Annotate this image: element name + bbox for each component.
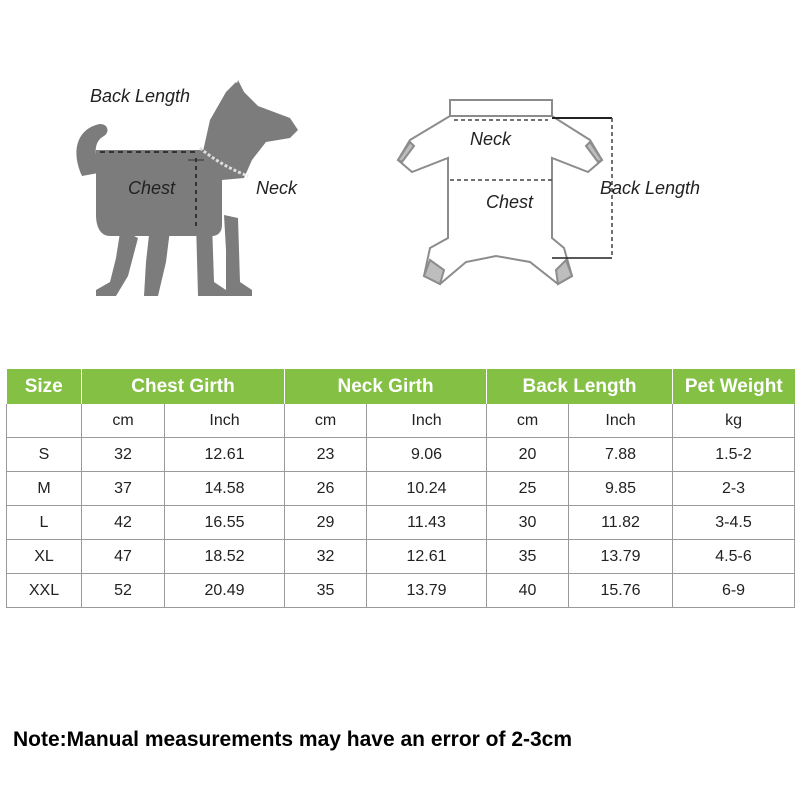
table-cell: 6-9 xyxy=(673,574,795,608)
table-row xyxy=(7,540,795,574)
table-cell: XXL xyxy=(7,574,82,608)
unit-cell: Inch xyxy=(367,404,487,438)
table-cell: 20 xyxy=(487,438,569,472)
table-cell: 37 xyxy=(82,472,165,506)
table-cell: 29 xyxy=(285,506,367,540)
table-cell: 18.52 xyxy=(165,540,285,574)
table-row xyxy=(7,574,795,608)
table-cell: 26 xyxy=(285,472,367,506)
table-cell: 13.79 xyxy=(367,574,487,608)
table-cell: M xyxy=(7,472,82,506)
measurement-note: Note:Manual measurements may have an error of 2-3cm xyxy=(13,728,573,751)
table-cell: 9.85 xyxy=(569,472,673,506)
table-header-row xyxy=(7,369,795,404)
header-chest-girth: Chest Girth xyxy=(82,369,285,404)
unit-cell: cm xyxy=(285,404,367,438)
table-row xyxy=(7,472,795,506)
header-size: Size xyxy=(7,369,82,404)
garment-neck-label: Neck xyxy=(470,129,512,149)
table-cell: 3-4.5 xyxy=(673,506,795,540)
table-cell: 2-3 xyxy=(673,472,795,506)
dog-chest-label: Chest xyxy=(128,178,176,198)
header-back-length: Back Length xyxy=(487,369,673,404)
unit-cell xyxy=(7,404,82,438)
table-cell: 35 xyxy=(285,574,367,608)
table-cell: 42 xyxy=(82,506,165,540)
table-cell: L xyxy=(7,506,82,540)
table-cell: 52 xyxy=(82,574,165,608)
table-cell: 10.24 xyxy=(367,472,487,506)
table-cell: 32 xyxy=(82,438,165,472)
table-cell: 15.76 xyxy=(569,574,673,608)
table-cell: 47 xyxy=(82,540,165,574)
table-cell: 16.55 xyxy=(165,506,285,540)
table-cell: 4.5-6 xyxy=(673,540,795,574)
table-row xyxy=(7,506,795,540)
table-cell: 25 xyxy=(487,472,569,506)
table-cell: 9.06 xyxy=(367,438,487,472)
unit-cell: cm xyxy=(82,404,165,438)
table-row xyxy=(7,438,795,472)
table-cell: 12.61 xyxy=(165,438,285,472)
size-chart-table xyxy=(6,369,795,608)
header-pet-weight: Pet Weight xyxy=(673,369,795,404)
table-cell: S xyxy=(7,438,82,472)
header-neck-girth: Neck Girth xyxy=(285,369,487,404)
measurement-diagram xyxy=(0,0,800,360)
table-cell: 32 xyxy=(285,540,367,574)
table-cell: 7.88 xyxy=(569,438,673,472)
dog-neck-label: Neck xyxy=(256,178,298,198)
unit-cell: cm xyxy=(487,404,569,438)
unit-cell: kg xyxy=(673,404,795,438)
table-cell: XL xyxy=(7,540,82,574)
table-cell: 11.82 xyxy=(569,506,673,540)
unit-cell: Inch xyxy=(569,404,673,438)
table-cell: 1.5-2 xyxy=(673,438,795,472)
garment-back-length-label: Back Length xyxy=(600,178,701,198)
unit-cell: Inch xyxy=(165,404,285,438)
table-cell: 40 xyxy=(487,574,569,608)
table-cell: 14.58 xyxy=(165,472,285,506)
table-cell: 23 xyxy=(285,438,367,472)
table-cell: 20.49 xyxy=(165,574,285,608)
table-cell: 12.61 xyxy=(367,540,487,574)
table-cell: 35 xyxy=(487,540,569,574)
garment-chest-label: Chest xyxy=(486,192,534,212)
dog-back-length-label: Back Length xyxy=(90,86,191,106)
table-cell: 11.43 xyxy=(367,506,487,540)
table-cell: 13.79 xyxy=(569,540,673,574)
table-unit-row xyxy=(7,404,795,438)
table-cell: 30 xyxy=(487,506,569,540)
